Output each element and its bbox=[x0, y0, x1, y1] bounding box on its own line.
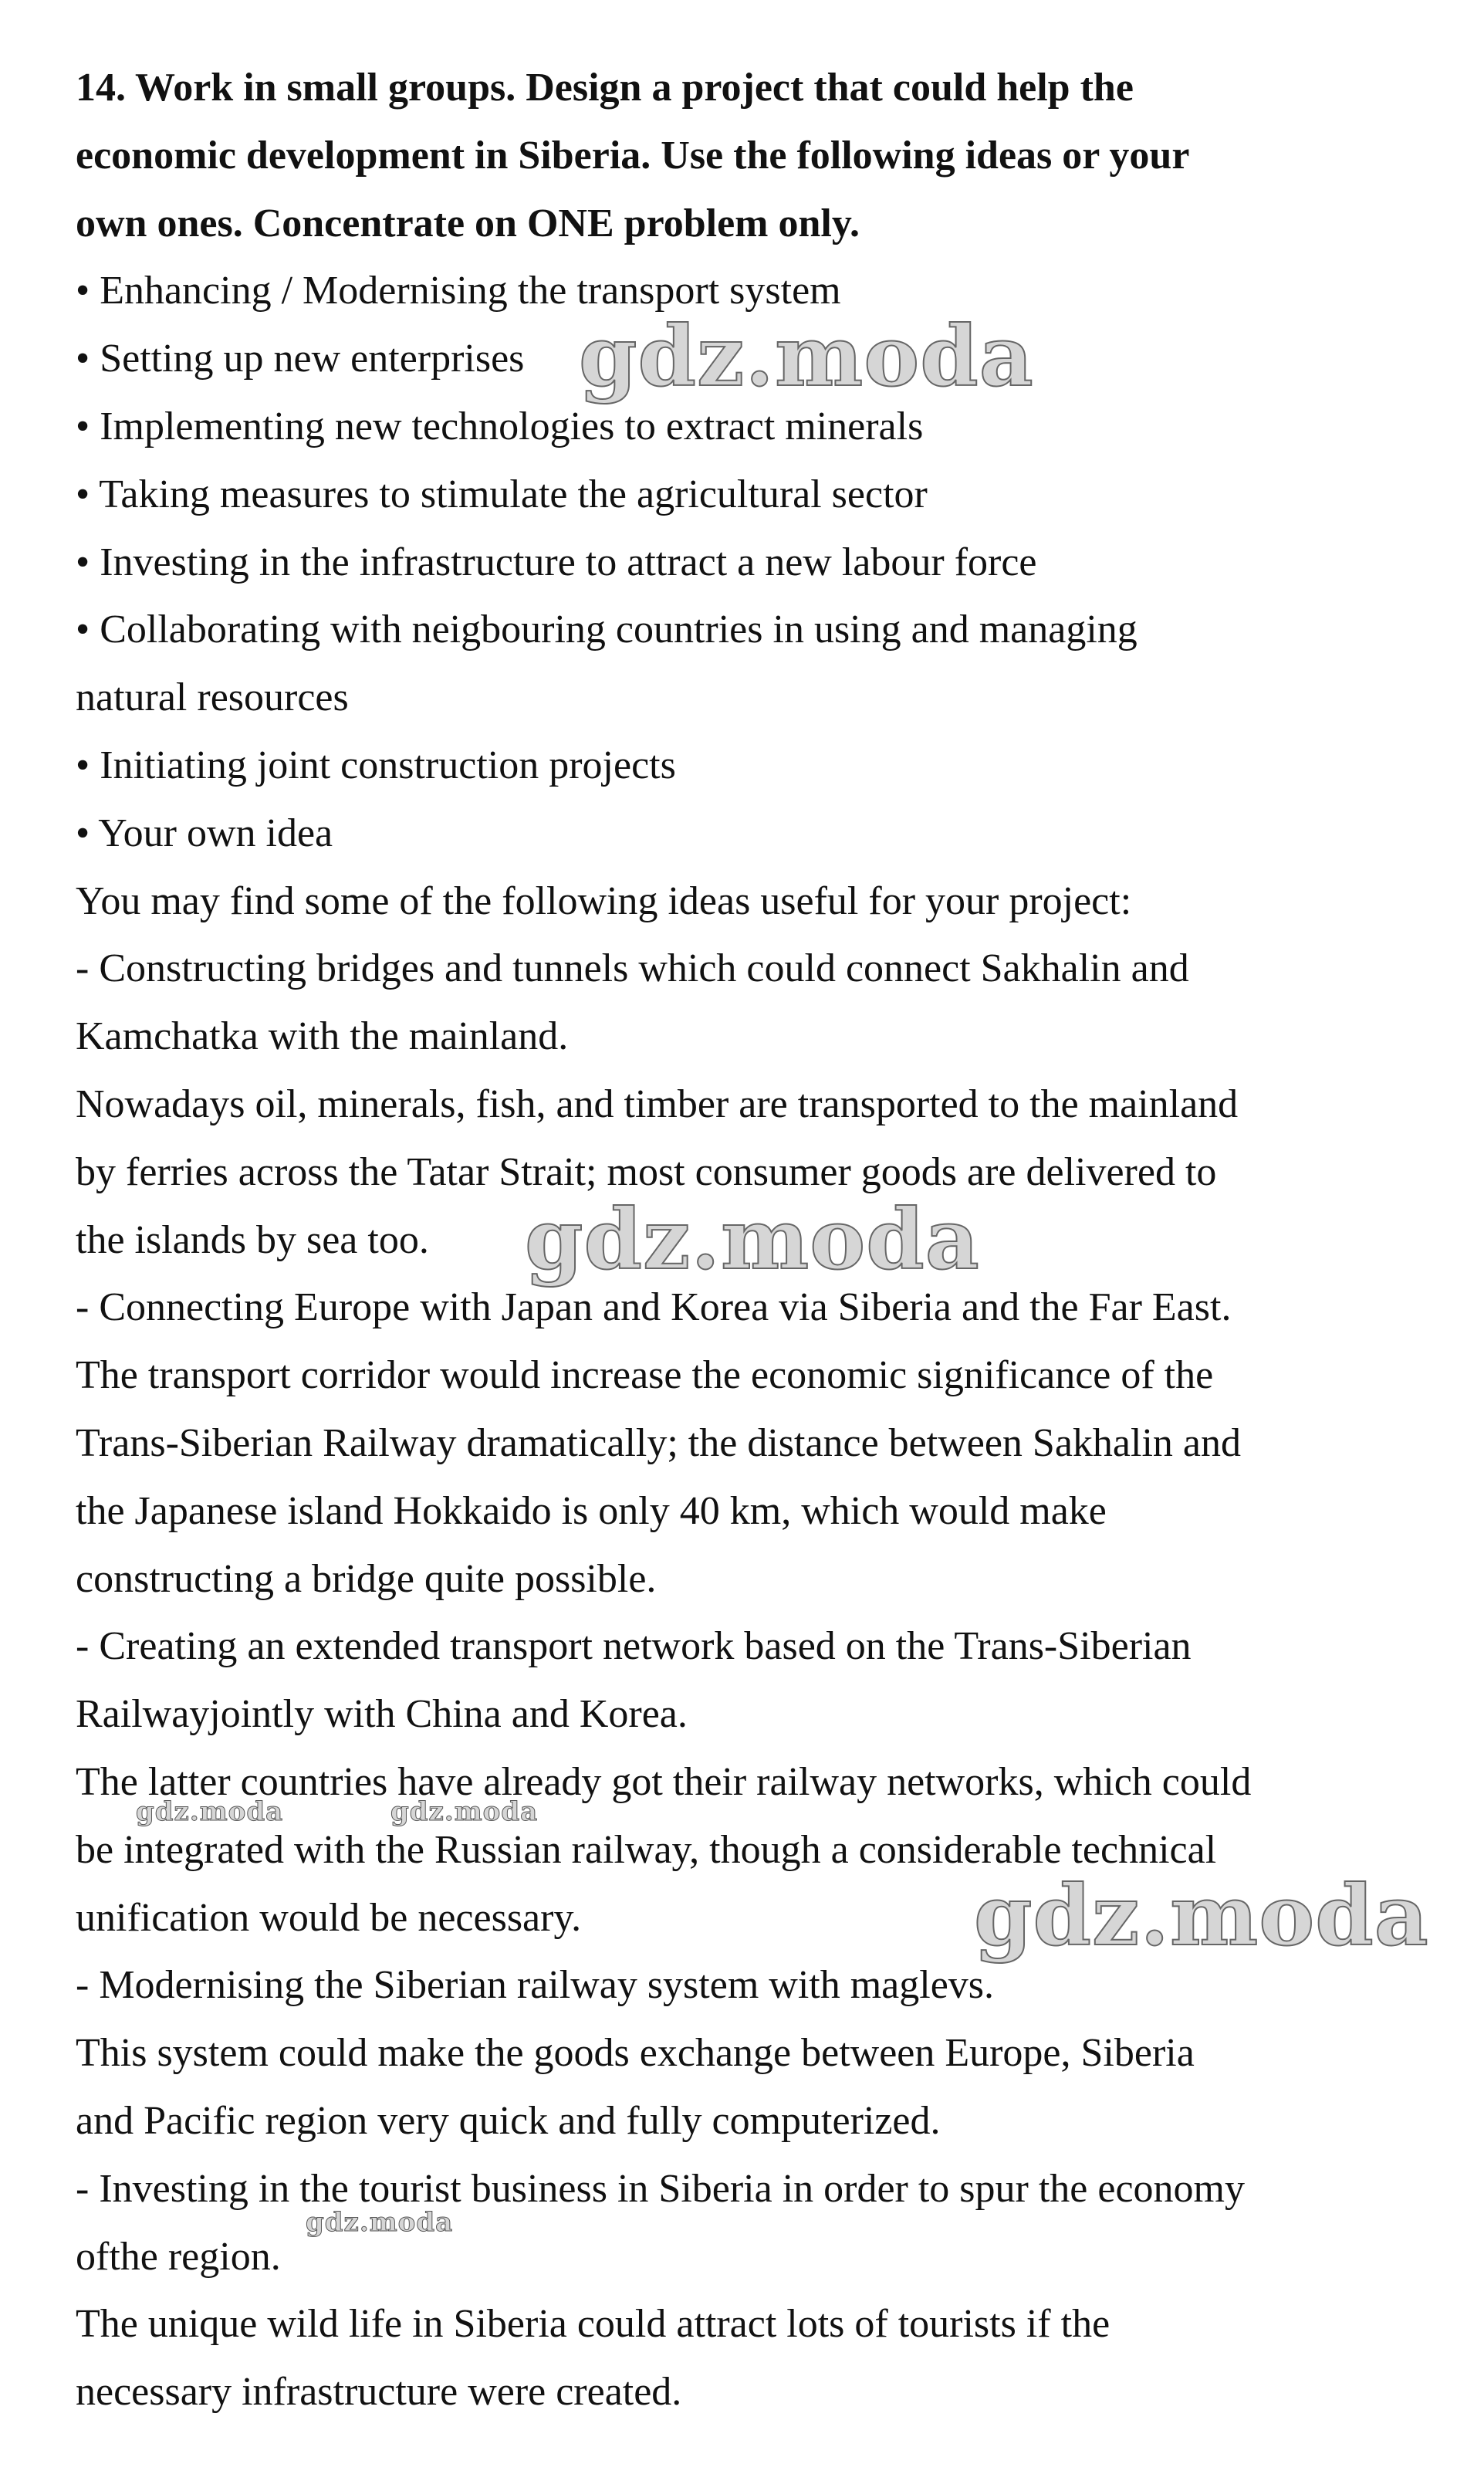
ideas-intro: You may find some of the following ideas useful for your project: bbox=[76, 878, 1132, 923]
option-item: • Implementing new technologies to extract minerals bbox=[76, 404, 924, 448]
idea-line: the Japanese island Hokkaido is only 40 km, which would make bbox=[76, 1488, 1107, 1533]
watermark-logo: gdz.moda bbox=[579, 308, 1034, 405]
task-heading-line: economic development in Siberia. Use the following ideas or your bbox=[76, 133, 1190, 178]
idea-line: The latter countries have already got their railway networks, which could bbox=[76, 1759, 1252, 1804]
idea-line: necessary infrastructure were created. bbox=[76, 2370, 682, 2415]
watermark-logo: gdz.moda bbox=[136, 1796, 284, 1827]
idea-line: - Constructing bridges and tunnels which could connect Sakhalin and bbox=[76, 946, 1189, 991]
idea-line: The transport corridor would increase the economic significance of the bbox=[76, 1353, 1214, 1398]
idea-line: - Investing in the tourist business in Siberia in order to spur the economy bbox=[76, 2166, 1245, 2211]
option-item-continuation: natural resources bbox=[76, 675, 349, 720]
option-item: • Taking measures to stimulate the agricultural sector bbox=[76, 472, 928, 516]
option-item: • Collaborating with neigbouring countries in using and managing bbox=[76, 608, 1138, 652]
idea-line: the islands by sea too. bbox=[76, 1217, 429, 1262]
idea-line: The unique wild life in Siberia could attract lots of tourists if the bbox=[76, 2302, 1110, 2347]
option-item: • Setting up new enterprises bbox=[76, 337, 525, 381]
idea-line: - Creating an extended transport network based on the Trans-Siberian bbox=[76, 1624, 1192, 1669]
idea-line: - Modernising the Siberian railway system with maglevs. bbox=[76, 1963, 995, 2008]
idea-line: by ferries across the Tatar Strait; most consumer goods are delivered to bbox=[76, 1149, 1217, 1194]
watermark-logo: gdz.moda bbox=[525, 1191, 980, 1288]
idea-line: Kamchatka with the mainland. bbox=[76, 1014, 569, 1059]
idea-line: Nowadays oil, minerals, fish, and timber are transported to the mainland bbox=[76, 1081, 1239, 1126]
watermark-logo: gdz.moda bbox=[306, 2207, 454, 2238]
option-item: • Enhancing / Modernising the transport system bbox=[76, 269, 841, 313]
option-item: • Investing in the infrastructure to attract a new labour force bbox=[76, 540, 1037, 584]
idea-line: be integrated with the Russian railway, though a considerable technical bbox=[76, 1827, 1217, 1872]
watermark-logo: gdz.moda bbox=[974, 1867, 1429, 1965]
idea-line: Railwayjointly with China and Korea. bbox=[76, 1692, 688, 1737]
option-item: • Initiating joint construction projects bbox=[76, 743, 676, 787]
idea-line: This system could make the goods exchange between Europe, Siberia bbox=[76, 2031, 1195, 2076]
idea-line: ofthe region. bbox=[76, 2234, 281, 2279]
idea-line: constructing a bridge quite possible. bbox=[76, 1556, 657, 1601]
idea-line: and Pacific region very quick and fully computerized. bbox=[76, 2098, 941, 2143]
task-heading-line: 14. Work in small groups. Design a project that could help the bbox=[76, 66, 1134, 110]
task-heading-line: own ones. Concentrate on ONE problem only. bbox=[76, 201, 860, 245]
idea-line: - Connecting Europe with Japan and Korea via Siberia and the Far East. bbox=[76, 1285, 1232, 1330]
idea-line: Trans-Siberian Railway dramatically; the distance between Sakhalin and bbox=[76, 1420, 1241, 1465]
idea-line: unification would be necessary. bbox=[76, 1895, 582, 1940]
option-item: • Your own idea bbox=[76, 811, 333, 855]
exercise-text bbox=[76, 54, 1434, 2426]
watermark-logo: gdz.moda bbox=[390, 1796, 539, 1827]
